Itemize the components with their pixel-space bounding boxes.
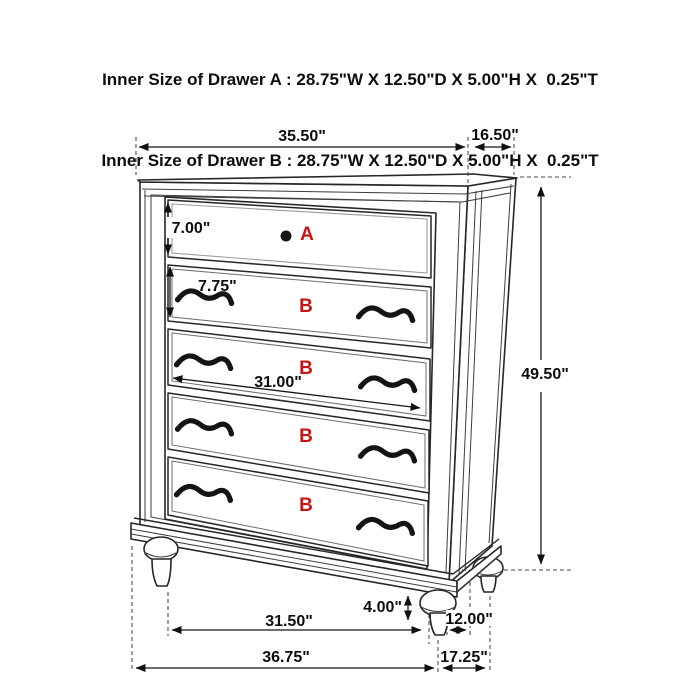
dim-overall-width-value: 36.75" bbox=[262, 649, 310, 666]
drawer-b1-label: B bbox=[299, 296, 313, 317]
drawer-b3-label: B bbox=[299, 426, 313, 447]
dim-overall-depth-value: 17.25" bbox=[440, 649, 488, 666]
dim-drawer-opening-width-value: 31.00" bbox=[254, 374, 302, 391]
dim-drawer-b-height-value: 7.75" bbox=[198, 278, 237, 295]
dim-leg-height-value: 4.00" bbox=[363, 599, 402, 616]
drawer-a-inner-size-text: Inner Size of Drawer A : 28.75"W X 12.50"D X 5.00"H X 0.25"T bbox=[102, 70, 598, 89]
drawer-a-label: A bbox=[300, 224, 314, 245]
knob-icon bbox=[281, 231, 292, 242]
dim-overall-height bbox=[521, 187, 569, 564]
dim-top-depth-value: 16.50" bbox=[471, 127, 519, 144]
foot-front-left bbox=[144, 537, 178, 586]
dim-leg-height bbox=[363, 596, 408, 620]
drawer-b2-label: B bbox=[299, 358, 313, 379]
dim-leg-span-depth-value: 12.00" bbox=[445, 611, 493, 628]
dim-leg-span-width-value: 31.50" bbox=[265, 613, 313, 630]
dim-overall-depth bbox=[440, 649, 488, 668]
dim-overall-height-value: 49.50" bbox=[521, 366, 569, 383]
drawer-b4-label: B bbox=[299, 495, 313, 516]
dim-top-width bbox=[139, 128, 465, 147]
dim-top-width-value: 35.50" bbox=[278, 128, 326, 145]
dim-leg-span-depth bbox=[445, 610, 494, 630]
drawer-b-inner-size-text: Inner Size of Drawer B : 28.75"W X 12.50"D X 5.00"H X 0.25"T bbox=[101, 151, 599, 170]
dim-top-depth bbox=[471, 127, 519, 147]
dim-overall-width bbox=[136, 649, 434, 668]
dim-drawer-a-height-value: 7.00" bbox=[171, 220, 211, 237]
